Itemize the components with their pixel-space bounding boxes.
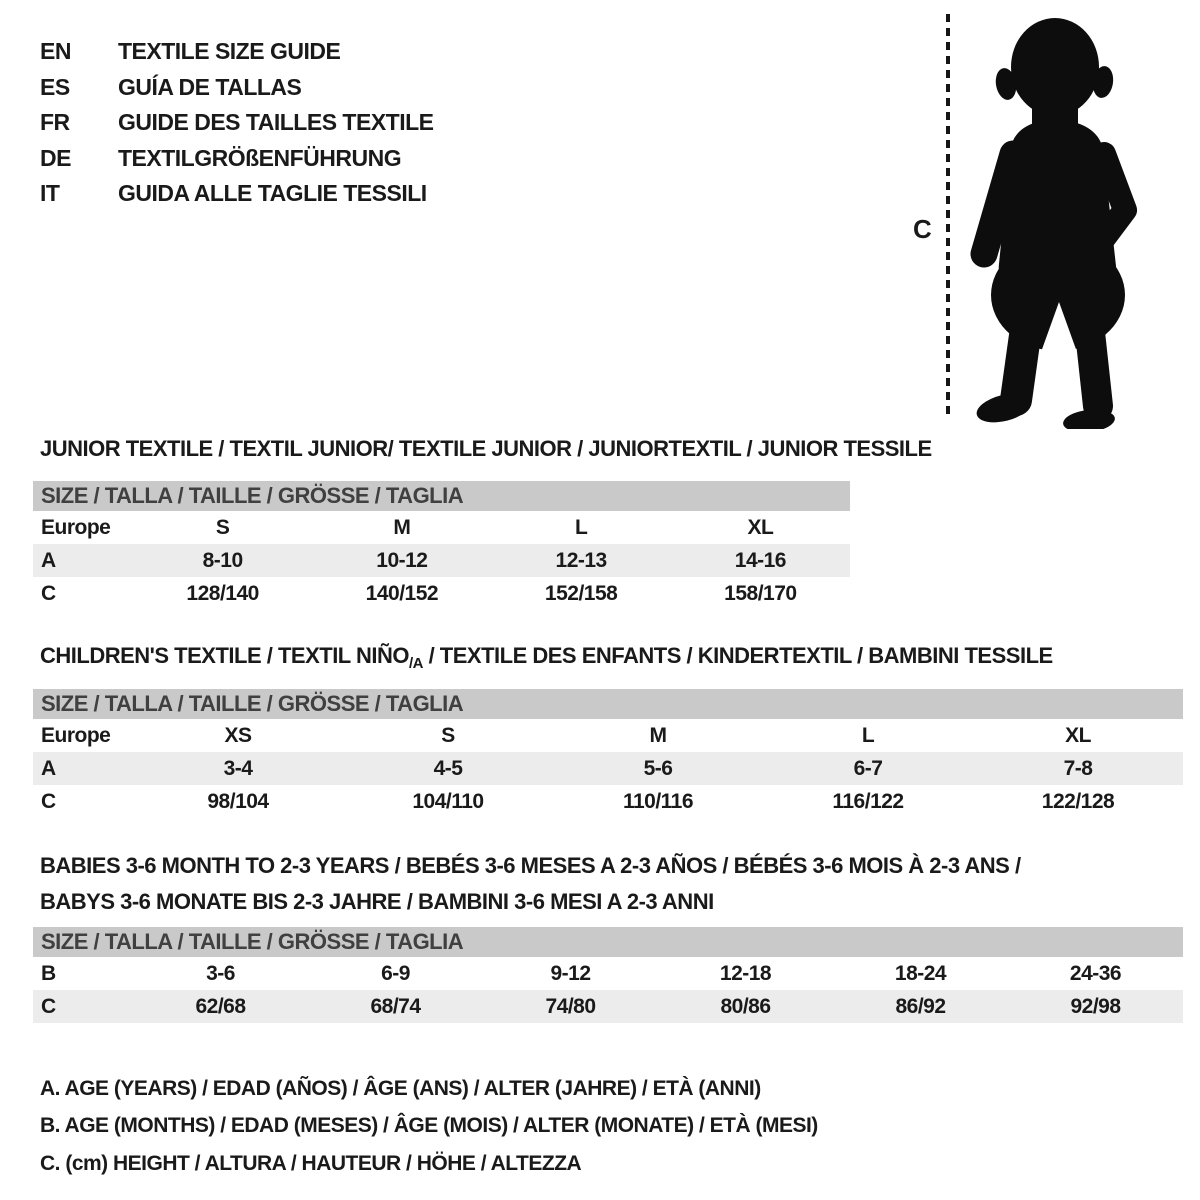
lang-row-it [40, 176, 434, 212]
row-label: Europe [41, 515, 111, 539]
height-cell: 86/92 [895, 994, 946, 1018]
row-label: A [41, 756, 56, 780]
lang-code: EN [40, 38, 71, 65]
months-cell: 3-6 [206, 961, 235, 985]
lang-row-fr [40, 105, 434, 141]
months-cell: 12-18 [719, 961, 772, 985]
lang-title: GUIDA ALLE TAGLIE TESSILI [118, 180, 427, 207]
lang-code: DE [40, 144, 71, 171]
lang-title: TEXTILGRÖßENFÜHRUNG [118, 144, 402, 171]
months-cell: 24-36 [1069, 961, 1122, 985]
lang-title: GUIDE DES TAILLES TEXTILE [118, 109, 434, 136]
lang-title: TEXTILE SIZE GUIDE [118, 38, 341, 65]
height-cell: 80/86 [720, 994, 771, 1018]
size-cell: M [649, 723, 667, 747]
lang-code: IT [40, 180, 60, 207]
lang-code: ES [40, 73, 70, 100]
size-header-row [33, 689, 1183, 719]
table-row-age [33, 544, 850, 577]
table-row-height [33, 785, 1183, 818]
table-row-europe [33, 719, 1183, 752]
lang-row-en [40, 34, 434, 70]
row-label: C [41, 789, 56, 813]
size-header-label: SIZE / TALLA / TAILLE / GRÖSSE / TAGLIA [41, 691, 464, 716]
table-row-age [33, 752, 1183, 785]
children-size-table [33, 689, 1183, 818]
table-row-europe [33, 511, 850, 544]
row-label: B [41, 961, 56, 985]
size-header-row [33, 481, 850, 511]
height-cell: 104/110 [412, 789, 484, 813]
months-cell: 6-9 [381, 961, 410, 985]
height-cell: 140/152 [365, 581, 439, 605]
row-label: A [41, 548, 56, 572]
age-cell: 10-12 [376, 548, 428, 572]
children-title-text: CHILDREN'S TEXTILE / TEXTIL NIÑO [40, 643, 409, 668]
size-cell: S [215, 515, 230, 539]
height-cell: 122/128 [1041, 789, 1115, 813]
legend-line-b: B. AGE (MONTHS) / EDAD (MESES) / ÂGE (MOIS) / ALTER (MONATE) / ETÀ (MESI) [40, 1114, 818, 1138]
table-row-height [33, 990, 1183, 1023]
size-header-label: SIZE / TALLA / TAILLE / GRÖSSE / TAGLIA [41, 929, 464, 954]
toddler-silhouette-icon [958, 14, 1148, 429]
children-section-title [40, 643, 1053, 672]
months-cell: 9-12 [550, 961, 591, 985]
age-cell: 12-13 [555, 548, 607, 572]
months-cell: 18-24 [894, 961, 947, 985]
size-header-row [33, 927, 1183, 957]
height-cell: 92/98 [1070, 994, 1121, 1018]
height-cell: 152/158 [544, 581, 618, 605]
children-title-text: / TEXTILE DES ENFANTS / KINDERTEXTIL / BAMBINI TESSILE [422, 643, 1053, 668]
height-cell: 68/74 [370, 994, 421, 1018]
age-cell: 5-6 [643, 756, 673, 780]
height-cell: 116/122 [832, 789, 904, 813]
legend-line-a: A. AGE (YEARS) / EDAD (AÑOS) / ÂGE (ANS) / ALTER (JAHRE) / ETÀ (ANNI) [40, 1076, 761, 1100]
height-cell: 110/116 [622, 789, 694, 813]
lang-row-es [40, 70, 434, 106]
lang-row-de [40, 141, 434, 177]
row-label: Europe [41, 723, 111, 747]
junior-section-title: JUNIOR TEXTILE / TEXTIL JUNIOR/ TEXTILE JUNIOR / JUNIORTEXTIL / JUNIOR TESSILE [40, 436, 932, 461]
table-row-height [33, 577, 850, 610]
babies-size-table [33, 927, 1183, 1023]
height-cell: 98/104 [207, 789, 269, 813]
language-title-list [40, 34, 434, 212]
age-cell: 14-16 [734, 548, 786, 572]
height-measure-label: C [913, 214, 932, 244]
row-label: C [41, 994, 56, 1018]
age-cell: 8-10 [202, 548, 243, 572]
table-row-months [33, 957, 1183, 990]
legend [40, 1070, 818, 1183]
lang-title: GUÍA DE TALLAS [118, 73, 302, 100]
size-header-label: SIZE / TALLA / TAILLE / GRÖSSE / TAGLIA [41, 483, 464, 508]
height-cell: 128/140 [186, 581, 259, 605]
age-cell: 4-5 [433, 756, 463, 780]
age-cell: 6-7 [853, 756, 883, 780]
size-cell: L [574, 515, 588, 539]
babies-title-line1: BABIES 3-6 MONTH TO 2-3 YEARS / BEBÉS 3-6 MESES A 2-3 AÑOS / BÉBÉS 3-6 MOIS À 2-3 ANS / [40, 853, 1021, 878]
size-cell: XL [1065, 723, 1091, 747]
size-cell: XL [747, 515, 774, 539]
size-cell: L [861, 723, 875, 747]
legend-line-c: C. (cm) HEIGHT / ALTURA / HAUTEUR / HÖHE / ALTEZZA [40, 1151, 582, 1175]
height-measure-dashed-line [946, 14, 950, 418]
age-cell: 7-8 [1063, 756, 1093, 780]
lang-code: FR [40, 109, 70, 136]
row-label: C [41, 581, 56, 605]
junior-size-table [33, 481, 850, 610]
children-title-subscript: /A [408, 655, 423, 672]
babies-title-line2: BABYS 3-6 MONATE BIS 2-3 JAHRE / BAMBINI 3-6 MESI A 2-3 ANNI [40, 889, 714, 914]
size-cell: S [441, 723, 455, 747]
size-cell: M [393, 515, 411, 539]
age-cell: 3-4 [223, 756, 253, 780]
height-cell: 158/170 [724, 581, 797, 605]
height-cell: 74/80 [545, 994, 596, 1018]
height-cell: 62/68 [195, 994, 246, 1018]
babies-section-title [40, 848, 1021, 920]
size-cell: XS [224, 723, 252, 747]
